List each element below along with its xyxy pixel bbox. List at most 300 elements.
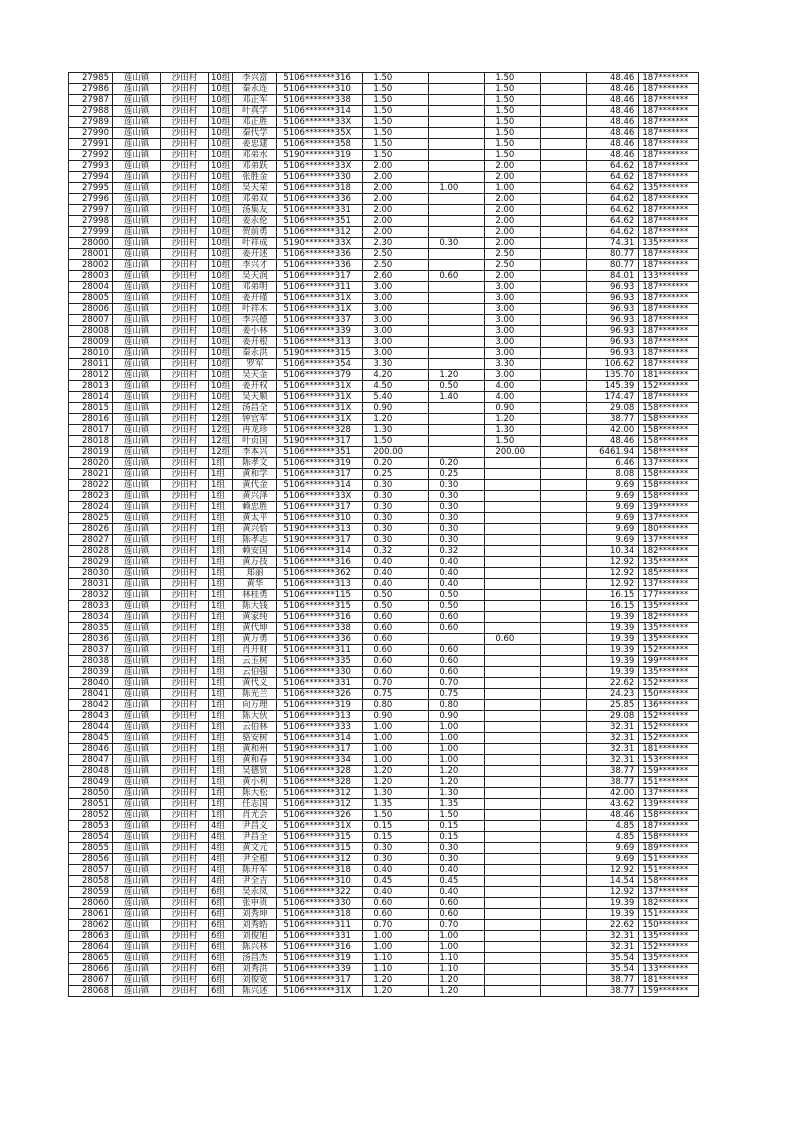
- area-b-cell: 0.60: [429, 898, 485, 909]
- id-number-cell: 5106*******311: [277, 282, 363, 293]
- phone-cell: 137*******: [639, 513, 699, 524]
- village-cell: 沙田村: [161, 260, 209, 271]
- amount-cell: 19.39: [587, 645, 639, 656]
- phone-cell: 187*******: [639, 315, 699, 326]
- name-cell: 陈兴述: [233, 986, 277, 997]
- group-cell: 10组: [209, 172, 233, 183]
- id-number-cell: 5106*******312: [277, 227, 363, 238]
- blank-cell: [541, 898, 587, 909]
- phone-cell: 152*******: [639, 381, 699, 392]
- area-c-cell: 1.50: [485, 73, 541, 84]
- phone-cell: 137*******: [639, 887, 699, 898]
- blank-cell: [541, 986, 587, 997]
- village-cell: 沙田村: [161, 876, 209, 887]
- row-number: 28010: [69, 348, 113, 359]
- name-cell: 黄和春: [233, 755, 277, 766]
- area-c-cell: [485, 733, 541, 744]
- amount-cell: 24.23: [587, 689, 639, 700]
- village-cell: 沙田村: [161, 205, 209, 216]
- village-cell: 沙田村: [161, 513, 209, 524]
- area-a-cell: 2.00: [363, 194, 429, 205]
- area-c-cell: [485, 876, 541, 887]
- town-cell: 莲山镇: [113, 271, 161, 282]
- village-cell: 沙田村: [161, 821, 209, 832]
- row-number: 27996: [69, 194, 113, 205]
- area-a-cell: 200.00: [363, 447, 429, 458]
- row-number: 28008: [69, 326, 113, 337]
- area-a-cell: 2.50: [363, 249, 429, 260]
- name-cell: 汤昌杰: [233, 953, 277, 964]
- town-cell: 莲山镇: [113, 953, 161, 964]
- group-cell: 1组: [209, 469, 233, 480]
- id-number-cell: 5106*******314: [277, 480, 363, 491]
- town-cell: 莲山镇: [113, 447, 161, 458]
- table-row: [69, 436, 699, 447]
- name-cell: 尹全吉: [233, 876, 277, 887]
- area-a-cell: 4.20: [363, 370, 429, 381]
- area-b-cell: [429, 95, 485, 106]
- area-c-cell: 3.00: [485, 304, 541, 315]
- row-number: 28045: [69, 733, 113, 744]
- blank-cell: [541, 359, 587, 370]
- blank-cell: [541, 777, 587, 788]
- area-b-cell: 1.00: [429, 183, 485, 194]
- area-a-cell: 1.30: [363, 425, 429, 436]
- town-cell: 莲山镇: [113, 326, 161, 337]
- village-cell: 沙田村: [161, 249, 209, 260]
- area-b-cell: 1.00: [429, 755, 485, 766]
- row-number: 28046: [69, 744, 113, 755]
- id-number-cell: 5106*******310: [277, 84, 363, 95]
- table-row: [69, 282, 699, 293]
- amount-cell: 19.39: [587, 667, 639, 678]
- phone-cell: 137*******: [639, 579, 699, 590]
- area-a-cell: 5.40: [363, 392, 429, 403]
- name-cell: 姜开权: [233, 381, 277, 392]
- blank-cell: [541, 502, 587, 513]
- phone-cell: 158*******: [639, 414, 699, 425]
- blank-cell: [541, 733, 587, 744]
- area-a-cell: 0.60: [363, 645, 429, 656]
- town-cell: 莲山镇: [113, 84, 161, 95]
- table-row: [69, 700, 699, 711]
- group-cell: 10组: [209, 315, 233, 326]
- id-number-cell: 5106*******319: [277, 700, 363, 711]
- id-number-cell: 5190*******317: [277, 744, 363, 755]
- amount-cell: 96.93: [587, 304, 639, 315]
- group-cell: 6组: [209, 953, 233, 964]
- area-c-cell: 1.50: [485, 117, 541, 128]
- town-cell: 莲山镇: [113, 293, 161, 304]
- amount-cell: 80.77: [587, 249, 639, 260]
- area-a-cell: 3.00: [363, 348, 429, 359]
- amount-cell: 48.46: [587, 128, 639, 139]
- town-cell: 莲山镇: [113, 909, 161, 920]
- id-number-cell: 5106*******354: [277, 359, 363, 370]
- name-cell: 黄万技: [233, 557, 277, 568]
- village-cell: 沙田村: [161, 711, 209, 722]
- area-b-cell: [429, 150, 485, 161]
- group-cell: 1组: [209, 557, 233, 568]
- area-c-cell: [485, 744, 541, 755]
- area-c-cell: [485, 931, 541, 942]
- table-row: [69, 678, 699, 689]
- name-cell: 黄代坤: [233, 623, 277, 634]
- name-cell: 黄兴泽: [233, 491, 277, 502]
- area-c-cell: [485, 546, 541, 557]
- amount-cell: 16.15: [587, 601, 639, 612]
- amount-cell: 9.69: [587, 854, 639, 865]
- name-cell: 吴永凤: [233, 887, 277, 898]
- name-cell: 钟官军: [233, 414, 277, 425]
- blank-cell: [541, 315, 587, 326]
- id-number-cell: 5106*******315: [277, 843, 363, 854]
- blank-cell: [541, 161, 587, 172]
- village-cell: 沙田村: [161, 370, 209, 381]
- village-cell: 沙田村: [161, 282, 209, 293]
- phone-cell: 158*******: [639, 832, 699, 843]
- table-body: [69, 73, 699, 997]
- village-cell: 沙田村: [161, 194, 209, 205]
- row-number: 28055: [69, 843, 113, 854]
- amount-cell: 6461.94: [587, 447, 639, 458]
- village-cell: 沙田村: [161, 656, 209, 667]
- name-cell: 贺前勇: [233, 227, 277, 238]
- area-b-cell: [429, 403, 485, 414]
- village-cell: 沙田村: [161, 678, 209, 689]
- area-c-cell: [485, 832, 541, 843]
- amount-cell: 48.46: [587, 150, 639, 161]
- area-b-cell: [429, 436, 485, 447]
- group-cell: 12组: [209, 403, 233, 414]
- town-cell: 莲山镇: [113, 238, 161, 249]
- area-b-cell: 0.30: [429, 854, 485, 865]
- table-row: [69, 238, 699, 249]
- table-row: [69, 667, 699, 678]
- id-number-cell: 5106*******317: [277, 271, 363, 282]
- group-cell: 1组: [209, 667, 233, 678]
- area-b-cell: 1.35: [429, 799, 485, 810]
- phone-cell: 182*******: [639, 898, 699, 909]
- area-b-cell: 0.30: [429, 535, 485, 546]
- blank-cell: [541, 84, 587, 95]
- village-cell: 沙田村: [161, 953, 209, 964]
- village-cell: 沙田村: [161, 887, 209, 898]
- table-row: [69, 645, 699, 656]
- area-b-cell: [429, 260, 485, 271]
- amount-cell: 96.93: [587, 337, 639, 348]
- amount-cell: 96.93: [587, 293, 639, 304]
- table-row: [69, 744, 699, 755]
- area-b-cell: 0.40: [429, 887, 485, 898]
- table-row: [69, 326, 699, 337]
- area-b-cell: [429, 216, 485, 227]
- name-cell: 郑丽: [233, 568, 277, 579]
- amount-cell: 96.93: [587, 315, 639, 326]
- town-cell: 莲山镇: [113, 722, 161, 733]
- village-cell: 沙田村: [161, 304, 209, 315]
- area-b-cell: 0.50: [429, 601, 485, 612]
- amount-cell: 9.69: [587, 524, 639, 535]
- amount-cell: 135.70: [587, 370, 639, 381]
- table-row: [69, 491, 699, 502]
- name-cell: 邓弟明: [233, 282, 277, 293]
- area-b-cell: [429, 106, 485, 117]
- area-b-cell: 1.50: [429, 810, 485, 821]
- amount-cell: 10.34: [587, 546, 639, 557]
- area-a-cell: 0.40: [363, 865, 429, 876]
- village-cell: 沙田村: [161, 183, 209, 194]
- area-a-cell: 1.20: [363, 777, 429, 788]
- amount-cell: 64.62: [587, 227, 639, 238]
- id-number-cell: 5190*******319: [277, 150, 363, 161]
- group-cell: 6组: [209, 920, 233, 931]
- blank-cell: [541, 535, 587, 546]
- village-cell: 沙田村: [161, 590, 209, 601]
- group-cell: 10组: [209, 282, 233, 293]
- amount-cell: 14.54: [587, 876, 639, 887]
- town-cell: 莲山镇: [113, 788, 161, 799]
- row-number: 28057: [69, 865, 113, 876]
- amount-cell: 35.54: [587, 964, 639, 975]
- town-cell: 莲山镇: [113, 898, 161, 909]
- name-cell: 吴德贤: [233, 766, 277, 777]
- row-number: 28026: [69, 524, 113, 535]
- area-c-cell: [485, 953, 541, 964]
- row-number: 28004: [69, 282, 113, 293]
- phone-cell: 158*******: [639, 810, 699, 821]
- area-c-cell: [485, 612, 541, 623]
- area-c-cell: [485, 975, 541, 986]
- blank-cell: [541, 128, 587, 139]
- area-a-cell: 3.00: [363, 315, 429, 326]
- area-b-cell: 0.90: [429, 711, 485, 722]
- table-row: [69, 293, 699, 304]
- amount-cell: 9.69: [587, 843, 639, 854]
- village-cell: 沙田村: [161, 832, 209, 843]
- village-cell: 沙田村: [161, 150, 209, 161]
- name-cell: 张申贵: [233, 898, 277, 909]
- phone-cell: 181*******: [639, 370, 699, 381]
- row-number: 28043: [69, 711, 113, 722]
- village-cell: 沙田村: [161, 766, 209, 777]
- area-c-cell: 3.00: [485, 315, 541, 326]
- table-row: [69, 546, 699, 557]
- table-row: [69, 469, 699, 480]
- row-number: 27999: [69, 227, 113, 238]
- area-a-cell: 0.30: [363, 502, 429, 513]
- area-b-cell: [429, 139, 485, 150]
- row-number: 28065: [69, 953, 113, 964]
- id-number-cell: 5106*******318: [277, 183, 363, 194]
- group-cell: 10组: [209, 381, 233, 392]
- name-cell: 黄文元: [233, 843, 277, 854]
- group-cell: 10组: [209, 238, 233, 249]
- row-number: 28006: [69, 304, 113, 315]
- group-cell: 10组: [209, 337, 233, 348]
- name-cell: 陈孝文: [233, 458, 277, 469]
- area-c-cell: 2.00: [485, 227, 541, 238]
- area-b-cell: 0.70: [429, 920, 485, 931]
- row-number: 28049: [69, 777, 113, 788]
- amount-cell: 174.47: [587, 392, 639, 403]
- area-b-cell: 1.20: [429, 777, 485, 788]
- phone-cell: 182*******: [639, 612, 699, 623]
- table-row: [69, 392, 699, 403]
- village-cell: 沙田村: [161, 964, 209, 975]
- village-cell: 沙田村: [161, 84, 209, 95]
- town-cell: 莲山镇: [113, 194, 161, 205]
- phone-cell: 136*******: [639, 700, 699, 711]
- name-cell: 叶真学: [233, 106, 277, 117]
- area-a-cell: 2.00: [363, 161, 429, 172]
- area-c-cell: [485, 810, 541, 821]
- group-cell: 6组: [209, 964, 233, 975]
- village-cell: 沙田村: [161, 293, 209, 304]
- area-b-cell: 0.25: [429, 469, 485, 480]
- table-row: [69, 139, 699, 150]
- area-b-cell: 1.00: [429, 942, 485, 953]
- area-b-cell: 1.00: [429, 744, 485, 755]
- area-a-cell: 2.50: [363, 260, 429, 271]
- table-row: [69, 425, 699, 436]
- id-number-cell: 5106*******317: [277, 502, 363, 513]
- amount-cell: 48.46: [587, 436, 639, 447]
- group-cell: 10组: [209, 139, 233, 150]
- area-b-cell: [429, 359, 485, 370]
- table-row: [69, 414, 699, 425]
- row-number: 28027: [69, 535, 113, 546]
- area-b-cell: [429, 161, 485, 172]
- area-a-cell: 0.30: [363, 843, 429, 854]
- table-row: [69, 161, 699, 172]
- area-b-cell: [429, 414, 485, 425]
- table-row: [69, 359, 699, 370]
- amount-cell: 22.62: [587, 678, 639, 689]
- area-b-cell: 0.40: [429, 557, 485, 568]
- village-cell: 沙田村: [161, 73, 209, 84]
- id-number-cell: 5106*******35X: [277, 128, 363, 139]
- area-b-cell: [429, 447, 485, 458]
- name-cell: 陈孝志: [233, 535, 277, 546]
- phone-cell: 185*******: [639, 568, 699, 579]
- phone-cell: 151*******: [639, 777, 699, 788]
- group-cell: 10组: [209, 128, 233, 139]
- area-b-cell: 0.15: [429, 832, 485, 843]
- name-cell: 黄小利: [233, 777, 277, 788]
- table-row: [69, 458, 699, 469]
- group-cell: 1组: [209, 590, 233, 601]
- blank-cell: [541, 766, 587, 777]
- table-row: [69, 249, 699, 260]
- area-a-cell: 2.00: [363, 216, 429, 227]
- area-c-cell: 2.50: [485, 249, 541, 260]
- town-cell: 莲山镇: [113, 744, 161, 755]
- row-number: 28042: [69, 700, 113, 711]
- group-cell: 6组: [209, 942, 233, 953]
- area-a-cell: 0.90: [363, 711, 429, 722]
- village-cell: 沙田村: [161, 326, 209, 337]
- table-row: [69, 194, 699, 205]
- amount-cell: 9.69: [587, 535, 639, 546]
- area-c-cell: 0.90: [485, 403, 541, 414]
- id-number-cell: 5106*******313: [277, 579, 363, 590]
- area-b-cell: [429, 293, 485, 304]
- area-a-cell: 1.00: [363, 755, 429, 766]
- blank-cell: [541, 392, 587, 403]
- blank-cell: [541, 590, 587, 601]
- town-cell: 莲山镇: [113, 854, 161, 865]
- town-cell: 莲山镇: [113, 117, 161, 128]
- table-row: [69, 612, 699, 623]
- area-c-cell: [485, 557, 541, 568]
- name-cell: 邓正军: [233, 95, 277, 106]
- area-a-cell: 4.50: [363, 381, 429, 392]
- area-a-cell: 0.45: [363, 876, 429, 887]
- town-cell: 莲山镇: [113, 920, 161, 931]
- area-c-cell: [485, 601, 541, 612]
- blank-cell: [541, 271, 587, 282]
- row-number: 27986: [69, 84, 113, 95]
- area-a-cell: 2.00: [363, 205, 429, 216]
- table-row: [69, 887, 699, 898]
- group-cell: 10组: [209, 106, 233, 117]
- row-number: 28047: [69, 755, 113, 766]
- area-c-cell: 3.00: [485, 370, 541, 381]
- row-number: 28024: [69, 502, 113, 513]
- row-number: 28050: [69, 788, 113, 799]
- group-cell: 10组: [209, 293, 233, 304]
- phone-cell: 187*******: [639, 216, 699, 227]
- town-cell: 莲山镇: [113, 623, 161, 634]
- area-a-cell: 1.00: [363, 733, 429, 744]
- row-number: 28067: [69, 975, 113, 986]
- village-cell: 沙田村: [161, 348, 209, 359]
- area-c-cell: [485, 865, 541, 876]
- town-cell: 莲山镇: [113, 337, 161, 348]
- village-cell: 沙田村: [161, 436, 209, 447]
- town-cell: 莲山镇: [113, 755, 161, 766]
- area-b-cell: [429, 326, 485, 337]
- id-number-cell: 5106*******336: [277, 194, 363, 205]
- group-cell: 1组: [209, 711, 233, 722]
- name-cell: 黄兴恰: [233, 524, 277, 535]
- amount-cell: 19.39: [587, 656, 639, 667]
- area-b-cell: 1.00: [429, 722, 485, 733]
- name-cell: 邓弟水: [233, 150, 277, 161]
- row-number: 28060: [69, 898, 113, 909]
- group-cell: 1组: [209, 766, 233, 777]
- area-c-cell: [485, 502, 541, 513]
- area-c-cell: [485, 689, 541, 700]
- blank-cell: [541, 238, 587, 249]
- blank-cell: [541, 436, 587, 447]
- village-cell: 沙田村: [161, 744, 209, 755]
- row-number: 28022: [69, 480, 113, 491]
- amount-cell: 38.77: [587, 777, 639, 788]
- village-cell: 沙田村: [161, 898, 209, 909]
- name-cell: 刘俊旭: [233, 931, 277, 942]
- phone-cell: 187*******: [639, 359, 699, 370]
- phone-cell: 158*******: [639, 403, 699, 414]
- name-cell: 向万理: [233, 700, 277, 711]
- area-a-cell: 0.60: [363, 623, 429, 634]
- group-cell: 1组: [209, 535, 233, 546]
- area-b-cell: 0.30: [429, 502, 485, 513]
- group-cell: 4组: [209, 821, 233, 832]
- row-number: 28040: [69, 678, 113, 689]
- group-cell: 1组: [209, 568, 233, 579]
